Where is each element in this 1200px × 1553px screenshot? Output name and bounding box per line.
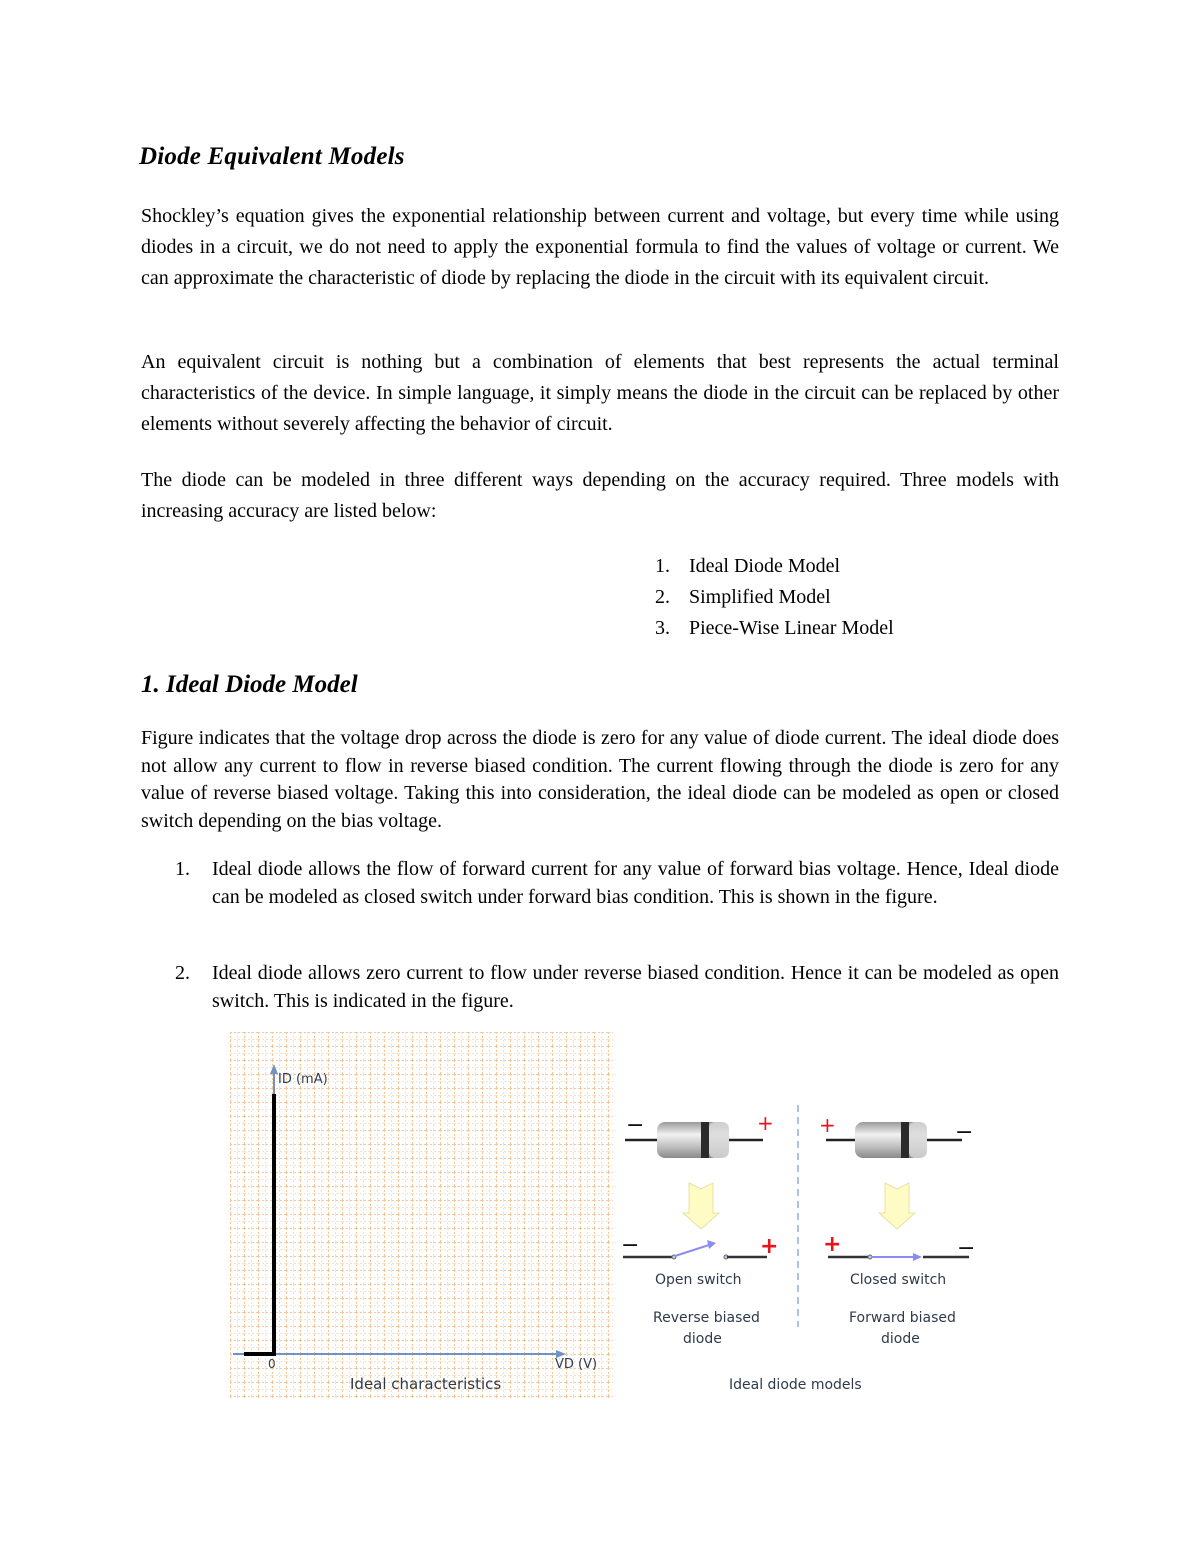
point-number: 2. bbox=[175, 962, 190, 984]
intro-paragraph-2: An equivalent circuit is nothing but a combination of elements that best represents the actual terminal characteristics of the device. In simple language, it simply means the diode in the circuit can be replaced by other elements without severely affecting the behavior of circuit. bbox=[141, 351, 1059, 435]
models-svg bbox=[615, 1095, 985, 1400]
chart-caption: Ideal characteristics bbox=[350, 1375, 502, 1393]
intro-paragraph-3: The diode can be modeled in three different ways depending on the accuracy required. Three models with increasing accuracy are listed below: bbox=[141, 469, 1059, 522]
point-text: Ideal diode allows zero current to flow under reverse biased condition. Hence it can be modeled as open switch. This is indicated in the figure. bbox=[212, 962, 1059, 1012]
grid-background bbox=[230, 1032, 613, 1400]
list-label: Simplified Model bbox=[689, 586, 831, 608]
models-caption: Ideal diode models bbox=[729, 1377, 862, 1393]
plus-sign: + bbox=[757, 1111, 774, 1135]
section-point bbox=[175, 856, 1059, 911]
open-switch-label: Open switch bbox=[655, 1272, 742, 1288]
closed-switch-icon bbox=[828, 1253, 969, 1261]
section-heading: 1. Ideal Diode Model bbox=[141, 671, 358, 698]
list-number: 3. bbox=[655, 617, 670, 639]
chart-svg bbox=[230, 1032, 613, 1400]
minus-sign: − bbox=[626, 1113, 645, 1138]
reverse-bias-label: Reverse biased bbox=[653, 1310, 760, 1326]
point-text: Ideal diode allows the flow of forward current for any value of forward bias voltage. Hence, Ideal diode can be modeled as closed switch under forward bias condition. This is shown in the figure. bbox=[212, 858, 1059, 908]
list-label: Piece-Wise Linear Model bbox=[689, 617, 894, 639]
ideal-characteristics-chart bbox=[230, 1032, 613, 1400]
models-list-item bbox=[655, 613, 894, 644]
origin-label: 0 bbox=[268, 1357, 276, 1371]
down-arrow-icon bbox=[683, 1183, 719, 1229]
down-arrow-icon bbox=[879, 1183, 915, 1229]
open-switch-icon bbox=[623, 1240, 767, 1259]
forward-diode-icon bbox=[826, 1122, 962, 1158]
y-axis-label: ID (mA) bbox=[278, 1072, 328, 1087]
reverse-diode-icon bbox=[625, 1122, 763, 1158]
forward-bias-label: Forward biased bbox=[849, 1310, 956, 1326]
reverse-bias-label-line2: diode bbox=[683, 1331, 722, 1347]
minus-sign: − bbox=[955, 1120, 974, 1145]
page-title: Diode Equivalent Models bbox=[139, 143, 405, 170]
ideal-diode-models-figure bbox=[615, 1095, 985, 1400]
plus-sign: + bbox=[819, 1113, 836, 1137]
list-number: 1. bbox=[655, 555, 670, 577]
minus-sign: − bbox=[957, 1236, 976, 1261]
section-point bbox=[175, 960, 1059, 1015]
section-paragraph: Figure indicates that the voltage drop across the diode is zero for any value of diode current. The ideal diode does not allow any current to flow in reverse biased condition. The current flowing through the diode is zero for any value of reverse biased voltage. Taking this into consideration, the ideal diode can be modeled as open or closed switch depending on the bias voltage. bbox=[141, 727, 1059, 832]
list-number: 2. bbox=[655, 586, 670, 608]
plus-sign: + bbox=[823, 1232, 842, 1257]
forward-bias-label-line2: diode bbox=[881, 1331, 920, 1347]
point-number: 1. bbox=[175, 858, 190, 880]
models-list-item bbox=[655, 582, 894, 613]
models-list-item bbox=[655, 551, 894, 582]
closed-switch-label: Closed switch bbox=[850, 1272, 947, 1288]
minus-sign: − bbox=[621, 1233, 640, 1258]
intro-paragraph-1: Shockley’s equation gives the exponential relationship between current and voltage, but every time while using diodes in a circuit, we do not need to apply the exponential formula to find the values of voltage or current. We can approximate the characteristic of diode by replacing the diode in the circuit with its equivalent circuit. bbox=[141, 205, 1059, 289]
x-axis-label: VD (V) bbox=[555, 1357, 598, 1372]
list-label: Ideal Diode Model bbox=[689, 555, 841, 577]
models-list bbox=[655, 551, 894, 644]
plus-sign: + bbox=[760, 1234, 779, 1259]
